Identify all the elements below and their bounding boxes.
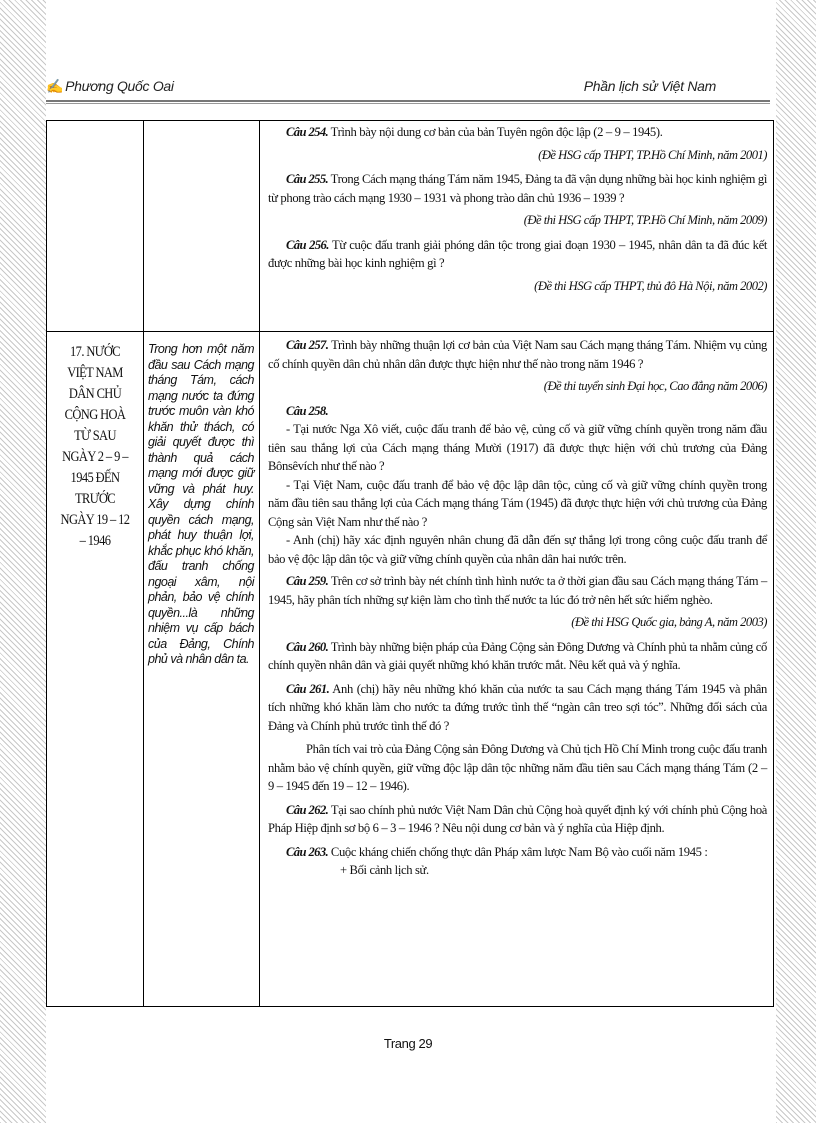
header-rule-thin [46,103,770,104]
topic-title: 17. NƯỚC VIỆT NAM DÂN CHỦ CỘNG HOÀ TỪ SAU NGÀY 2 – 9 – 1945 ĐẾN TRƯỚC NGÀY 19 – 12 – 1946 [60,344,130,549]
question-258-item: - Tại nước Nga Xô viết, cuộc đấu tranh để bảo vệ, củng cố và giữ vững chính quyền trong năm đầu tiên sau thắng lợi của Cách mạng tháng Mười (1917) đã được thực hiện với chủ trương của Đảng Bônsêvích như thế nào ? [268,422,767,473]
topic-cell-empty [47,121,144,332]
question-260: Câu 260. Trình bày những biện pháp của Đảng Cộng sản Đông Dương và Chính phủ ta nhằm củng cố chính quyền nhân dân và giải quyết những khó khăn trước mắt. Nêu kết quả và ý nghĩa. [268,639,767,672]
question-258-item: - Anh (chị) hãy xác định nguyên nhân chung đã dẫn đến sự thắng lợi trong công cuộc đấu tranh để bảo vệ độc lập dân tộc và giữ vững chính quyền của nhân dân hai nước trên. [268,533,767,566]
header-rule [46,100,770,102]
question-258-item: - Tại Việt Nam, cuộc đấu tranh để bảo vệ độc lập dân tộc, củng cố và giữ vững chính quyền trong năm đầu tiên sau thắng lợi của Cách mạng tháng Tám (1945) đã được thực hiện với chủ trương của Đảng Cộng sản Việt Nam như thế nào ? [268,477,767,529]
questions-cell [260,121,774,332]
question-source: (Đề thi HSG Quốc gia, bảng A, năm 2003) [571,615,767,629]
question-256: Câu 256. Từ cuộc đấu tranh giải phóng dân tộc trong giai đoạn 1930 – 1945, nhân dân ta đã đúc kết được những bài học kinh nghiệm gì ? [268,237,768,270]
pen-icon: ✍ [46,78,64,94]
question-source: (Đề thi tuyển sinh Đại học, Cao đẳng năm 2006) [543,379,767,393]
question-257: Câu 257. Trình bày những thuận lợi cơ bản của Việt Nam sau Cách mạng tháng Tám. Nhiệm vụ củng cố chính quyền dân chủ nhân dân được thực hiện như thế nào trong năm 1946 ? [268,338,768,371]
question-source: (Đề thi HSG cấp THPT, thủ đô Hà Nội, năm 2002) [534,278,767,293]
question-259: Câu 259. Trên cơ sở trình bày nét chính tình hình nước ta ở thời gian đầu sau Cách mạng tháng Tám – 1945, hãy phân tích những sự kiện làm cho tình thế nước ta lúc đó trở nên hết sức hiểm nghèo. [268,574,767,607]
summary-cell-empty [144,121,260,332]
table-row [47,121,774,332]
question-261-extra: Phân tích vai trò của Đảng Cộng sản Đông Dương và Chủ tịch Hồ Chí Minh trong cuộc đấu tranh nhằm bảo vệ chính quyền, giữ vững độc lập dân tộc những năm đầu tiên sau Cách mạng tháng Tám (2 – 9 – 1945 đến 19 – 12 – 1946). [268,742,767,793]
topic-summary: Trong hơn một năm đầu sau Cách mạng tháng Tám, cách mạng nước ta đứng trước muôn vàn khó khăn thử thách, có giải quyết được thì thành quả cách mạng mới được giữ vững và phát huy. Xây dựng chính quyền cách mạng, phát huy thuận lợi, khắc phục khó khăn, đấu tranh chống ngoại xâm, nội phản, bảo vệ chính quyền...là những nhiệm vụ cấp bách của Đảng, Chính phủ và nhân dân ta. [148,342,254,666]
topic-cell [47,332,144,1007]
page-number: Trang 29 [383,1036,433,1051]
left-margin-hatch [0,0,46,1123]
question-source: (Đề thi HSG cấp THPT, TP.Hồ Chí Minh, năm 2009) [523,213,767,227]
question-254: Câu 254. Trình bày nội dung cơ bản của bản Tuyên ngôn độc lập (2 – 9 – 1945). [286,125,663,139]
table-row [47,332,774,1007]
header-section: Phần lịch sử Việt Nam [583,78,716,94]
question-255: Câu 255. Trong Cách mạng tháng Tám năm 1945, Đảng ta đã vận dụng những bài học kinh nghiệm gì từ phong trào cách mạng 1930 – 1931 và phong trào dân chủ 1936 – 1939 ? [268,172,767,205]
question-263: Câu 263. Cuộc kháng chiến chống thực dân Pháp xâm lược Nam Bộ vào cuối năm 1945 : [286,844,708,859]
question-262: Câu 262. Tại sao chính phủ nước Việt Nam Dân chủ Cộng hoà quyết định ký với chính phủ Cộng hoà Pháp Hiệp định sơ bộ 6 – 3 – 1946 ? Nêu nội dung cơ bản và ý nghĩa của Hiệp định. [268,802,768,835]
header-author: ✍ Phương Quốc Oai [46,78,174,94]
questions-table [46,120,774,1007]
page-header [46,78,776,98]
question-261: Câu 261. Anh (chị) hãy nêu những khó khăn của nước ta sau Cách mạng tháng Tám 1945 và phân tích những khó khăn làm cho nước ta đứng trước tình thế “ngàn cân treo sợi tóc”. Những đối sách của Đảng và Chính phủ trước tình thế đó ? [268,681,767,733]
right-margin-hatch [776,0,816,1123]
questions-cell [260,332,774,1007]
question-263-sub: + Bối cảnh lịch sử. [340,863,429,877]
question-source: (Đề HSG cấp THPT, TP.Hồ Chí Minh, năm 2001) [538,147,767,162]
summary-cell [144,332,260,1007]
question-258-title: Câu 258. [286,403,329,418]
